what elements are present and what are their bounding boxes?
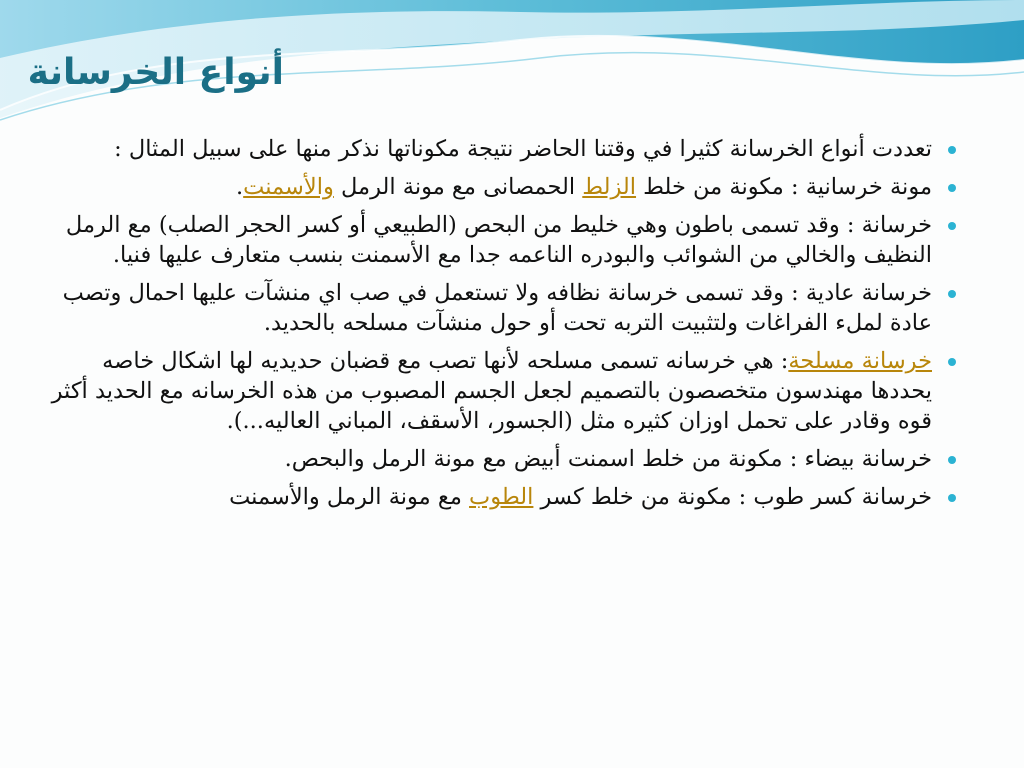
bullet-item <box>48 346 958 436</box>
bullet-item <box>48 278 958 338</box>
bullet-text: خرسانة عادية : وقد تسمى خرسانة نظافه ولا تستعمل في صب اي منشآت عليها احمال وتصب عادة لملء الفراغات ولتثبيت التربه تحت أو حول منشآت مسلحه بالحديد. <box>62 280 932 336</box>
bullet-item <box>48 482 958 512</box>
bullet-text: مونة خرسانية : مكونة من خلط <box>636 174 932 200</box>
bullet-text: : هي خرسانه تسمى مسلحه لأنها تصب مع قضبان حديديه لها اشكال خاصه يحددها مهندسون متخصصون بالتصميم لجعل الجسم المصبوب من هذه الخرسانه مع الحديد أكثر قوه وقادر على تحمل اوزان كثيره مثل (الجسور، الأسقف، المباني العاليه...). <box>51 348 932 434</box>
bullet-text: . <box>236 174 244 200</box>
link-brick[interactable]: الطوب <box>469 484 534 510</box>
bullet-item <box>48 134 958 164</box>
slide-title: أنواع الخرسانة <box>27 52 284 93</box>
bullet-item <box>48 210 958 270</box>
bullet-text: خرسانة : وقد تسمى باطون وهي خليط من البحص (الطبيعي أو كسر الحجر الصلب) مع الرمل النظيف والخالي من الشوائب والبودره الناعمه جدا مع الأسمنت بنسب متعارف عليها فنيا. <box>65 212 932 268</box>
link-reinforced-concrete[interactable]: خرسانة مسلحة <box>788 348 932 374</box>
link-cement[interactable]: والأسمنت <box>243 174 334 200</box>
bullet-item <box>48 172 958 202</box>
bullet-text: مع مونة الرمل والأسمنت <box>229 484 470 510</box>
bullet-item <box>48 444 958 474</box>
bullet-list <box>48 134 958 520</box>
bullet-text: الحمصانى مع مونة الرمل <box>333 174 583 200</box>
bullet-text: تعددت أنواع الخرسانة كثيرا في وقتنا الحاضر نتيجة مكوناتها نذكر منها على سبيل المثال : <box>114 136 932 162</box>
bullet-text: خرسانة كسر طوب : مكونة من خلط كسر <box>533 484 932 510</box>
link-gravel[interactable]: الزلط <box>582 174 637 200</box>
bullet-text: خرسانة بيضاء : مكونة من خلط اسمنت أبيض مع مونة الرمل والبحص. <box>284 446 932 472</box>
